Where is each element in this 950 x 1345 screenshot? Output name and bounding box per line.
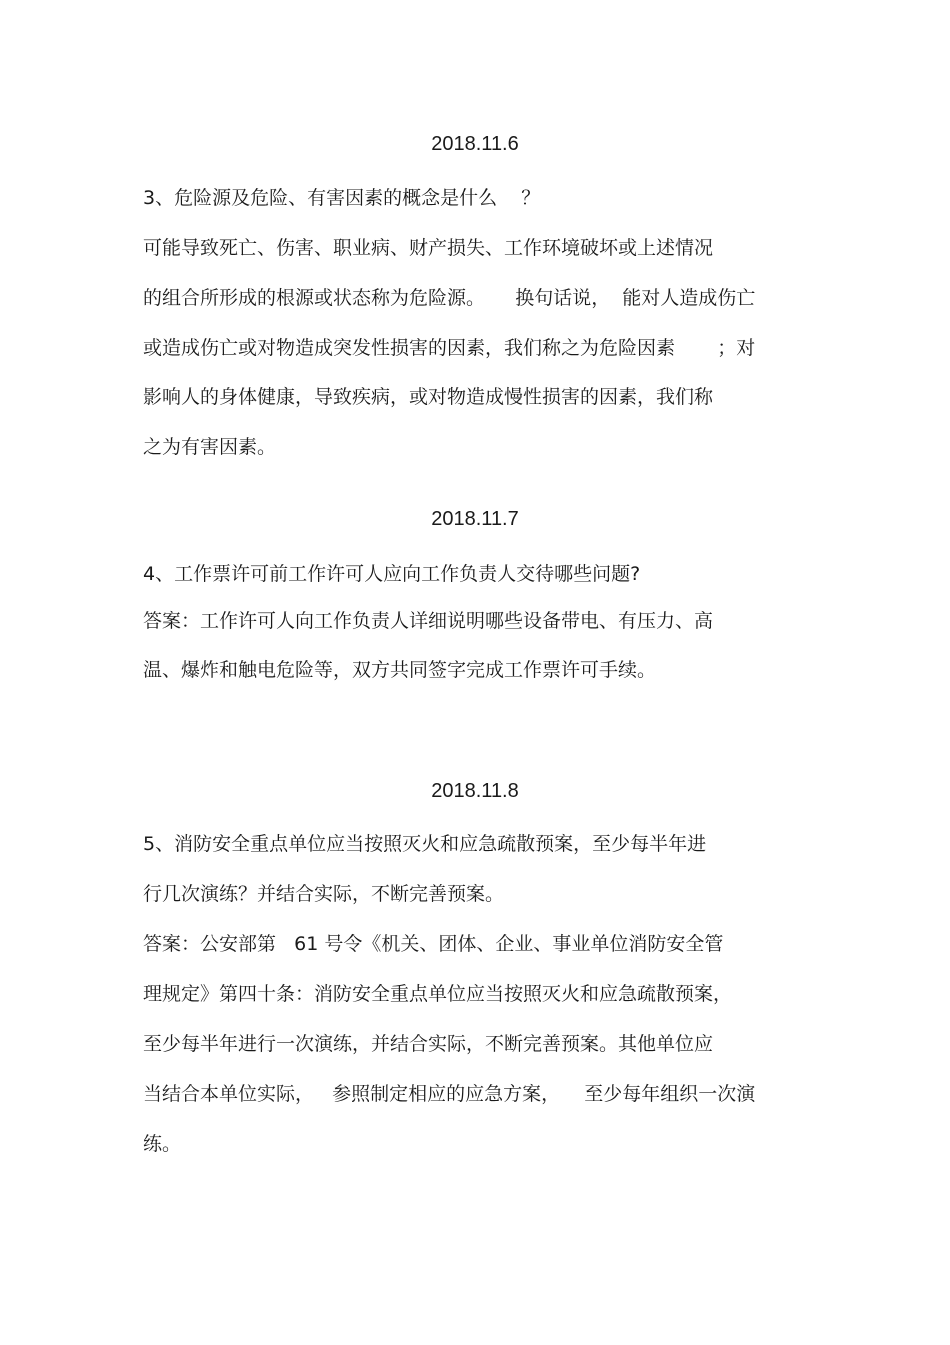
section-date: 2018.11.7: [431, 508, 519, 530]
answer-line: 练。: [143, 1133, 182, 1155]
section-date: 2018.11.6: [431, 133, 519, 155]
answer-line: 可能导致死亡、伤害、职业病、财产损失、工作环境破坏或上述情况: [143, 237, 714, 259]
answer-line: 之为有害因素。: [143, 436, 277, 458]
answer-line: 或造成伤亡或对物造成突发性损害的因素，我们称之为危险因素 ；对: [143, 337, 756, 359]
answer-line: 理规定》第四十条：消防安全重点单位应当按照灭火和应急疏散预案，: [143, 983, 733, 1005]
answer-line: 答案：公安部第 61 号令《机关、团体、企业、事业单位消防安全管: [143, 933, 724, 955]
answer-line: 的组合所形成的根源或状态称为危险源。 换句话说， 能对人造成伤亡: [143, 287, 756, 309]
question-heading: 4、工作票许可前工作许可人应向工作负责人交待哪些问题?: [143, 563, 641, 585]
answer-line: 至少每半年进行一次演练，并结合实际，不断完善预案。其他单位应: [143, 1033, 714, 1055]
section-date: 2018.11.8: [431, 780, 519, 802]
answer-line: 当结合本单位实际， 参照制定相应的应急方案， 至少每年组织一次演: [143, 1083, 756, 1105]
question-heading: 行几次演练？并结合实际，不断完善预案。: [143, 883, 505, 905]
answer-line: 温、爆炸和触电危险等，双方共同签字完成工作票许可手续。: [143, 659, 657, 681]
answer-line: 影响人的身体健康，导致疾病，或对物造成慢性损害的因素，我们称: [143, 386, 714, 408]
question-heading: 3、危险源及危险、有害因素的概念是什么 ？: [143, 187, 541, 209]
question-heading: 5、消防安全重点单位应当按照灭火和应急疏散预案，至少每半年进: [143, 833, 707, 855]
answer-line: 答案：工作许可人向工作负责人详细说明哪些设备带电、有压力、高: [143, 610, 714, 632]
